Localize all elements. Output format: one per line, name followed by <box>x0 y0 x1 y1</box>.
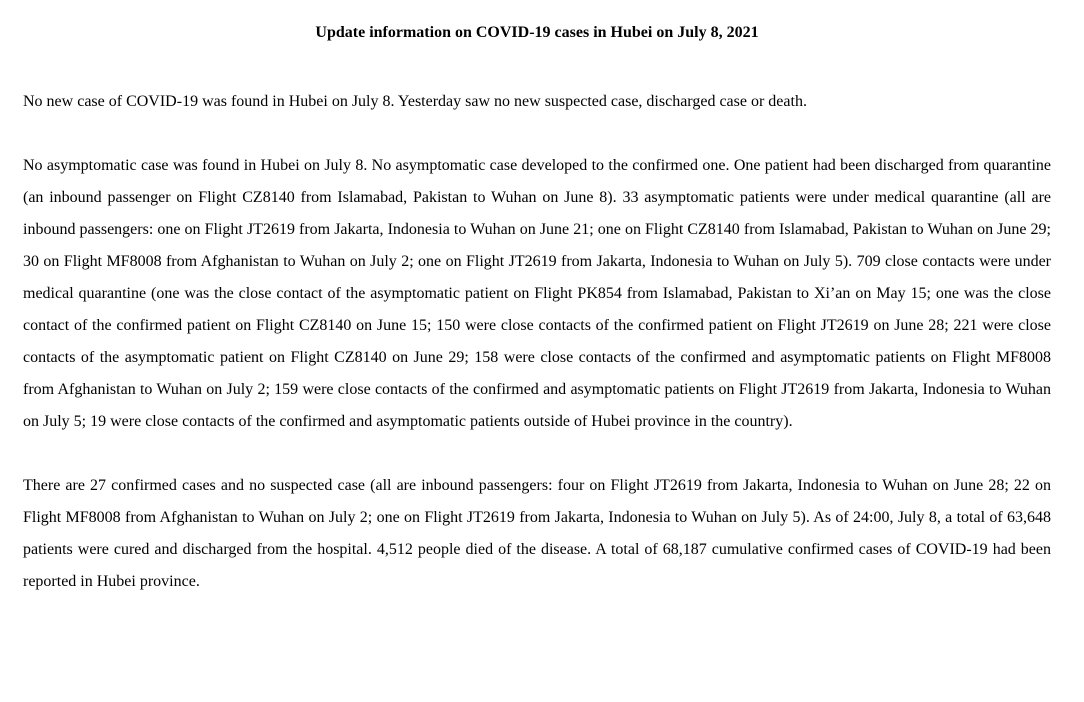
document-title: Update information on COVID-19 cases in Hubei on July 8, 2021 <box>315 24 759 41</box>
paragraph-new-cases: No new case of COVID-19 was found in Hubei on July 8. Yesterday saw no new suspected case, discharged case or death. <box>23 93 807 110</box>
paragraph-confirmed-totals: There are 27 confirmed cases and no suspected case (all are inbound passengers: four on Flight JT2619 from Jakarta, Indonesia to Wuhan on June 28; 22 on Flight MF8008 from Afghanistan to Wuhan on July 2; one on Flight JT2619 from Jakarta, Indonesia to Wuhan on July 5). As of 24:00, July 8, a total of 63,648 patients were cured and discharged from the hospital. 4,512 people died of the disease. A total of 68,187 cumulative confirmed cases of COVID-19 had been reported in Hubei province. <box>23 477 1051 590</box>
paragraph-asymptomatic-cases: No asymptomatic case was found in Hubei on July 8. No asymptomatic case developed to the confirmed one. One patient had been discharged from quarantine (an inbound passenger on Flight CZ8140 from Islamabad, Pakistan to Wuhan on June 8). 33 asymptomatic patients were under medical quarantine (all are inbound passengers: one on Flight JT2619 from Jakarta, Indonesia to Wuhan on June 21; one on Flight CZ8140 from Islamabad, Pakistan to Wuhan on June 29; 30 on Flight MF8008 from Afghanistan to Wuhan on July 2; one on Flight JT2619 from Jakarta, Indonesia to Wuhan on July 5). 709 close contacts were under medical quarantine (one was the close contact of the asymptomatic patient on Flight PK854 from Islamabad, Pakistan to Xi’an on May 15; one was the close contact of the confirmed patient on Flight CZ8140 on June 15; 150 were close contacts of the confirmed patient on Flight JT2619 on June 28; 221 were close contacts of the asymptomatic patient on Flight CZ8140 on June 29; 158 were close contacts of the confirmed and asymptomatic patients on Flight MF8008 from Afghanistan to Wuhan on July 2; 159 were close contacts of the confirmed and asymptomatic patients on Flight JT2619 from Jakarta, Indonesia to Wuhan on July 5; 19 were close contacts of the confirmed and asymptomatic patients outside of Hubei province in the country). <box>23 157 1051 430</box>
document <box>23 0 1051 598</box>
